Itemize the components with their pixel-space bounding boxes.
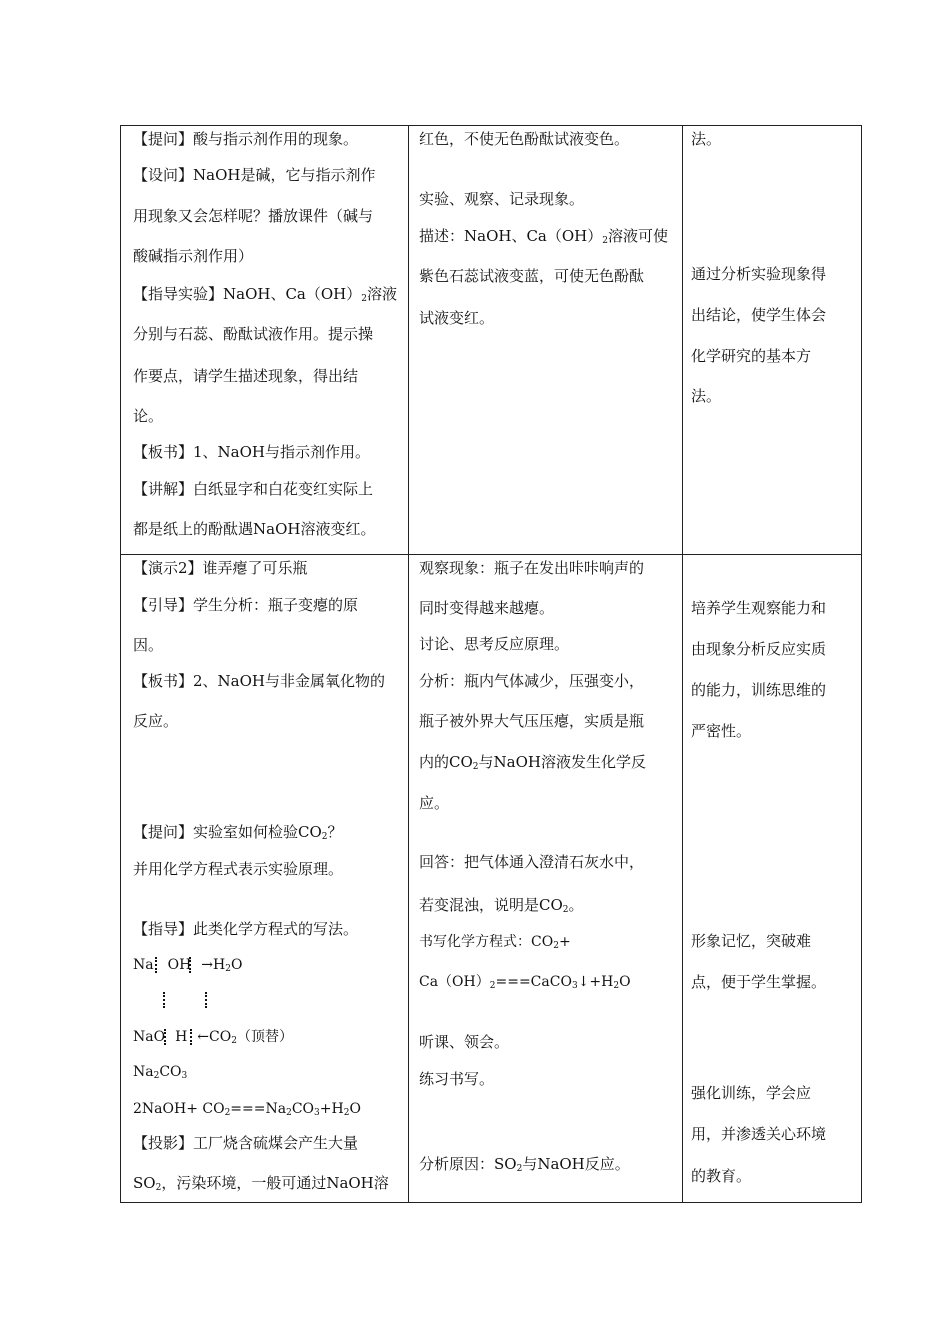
text-line: 【设问】NaOH是碱，它与指示剂作 xyxy=(133,166,376,184)
text-line: 【板书】2、NaOH与非金属氧化物的 xyxy=(133,672,385,690)
column-divider-1 xyxy=(408,126,409,1202)
formula-line: Na OH $\to H_2O$ xyxy=(133,957,243,974)
text-line: 酸碱指示剂作用） xyxy=(133,247,254,265)
text-line: 用现象又会怎样呢？播放课件（碱与 xyxy=(133,207,374,225)
text-line: 严密性。 xyxy=(691,722,752,740)
row2-teacher-activity xyxy=(133,554,405,1204)
text-line: 的教育。 xyxy=(691,1167,752,1185)
text-line: 听课、领会。 xyxy=(419,1033,510,1051)
text-line: 若变混浊，说明是$CO_2$。 xyxy=(419,896,584,915)
text-line: 分析原因：$SO_2$与NaOH反应。 xyxy=(419,1155,630,1174)
text-line: $SO_2$，污染环境，一般可通过NaOH溶 xyxy=(133,1174,389,1193)
text-line: 论。 xyxy=(133,407,164,425)
formula-line: 2NaOH+ $CO_2===Na_2CO_3+H_2O$ xyxy=(133,1101,361,1118)
lesson-plan-table xyxy=(120,125,862,1203)
text-line: 练习书写。 xyxy=(419,1070,495,1088)
text-line: 分析：瓶内气体减少，压强变小， xyxy=(419,672,645,690)
row1-design-intent xyxy=(691,126,857,554)
text-line: 法。 xyxy=(691,130,722,148)
dashed-divider xyxy=(189,957,191,973)
row1-student-activity xyxy=(419,126,679,554)
text-line: 【讲解】白纸显字和白花变红实际上 xyxy=(133,480,374,498)
text-line: 的能力，训练思维的 xyxy=(691,681,827,699)
text-line: 红色，不使无色酚酞试液变色。 xyxy=(419,130,630,148)
text-line: 用，并渗透关心环境 xyxy=(691,1125,827,1143)
text-line: 作要点，请学生描述现象，得出结 xyxy=(133,367,359,385)
text-line: 反应。 xyxy=(133,712,179,730)
dashed-divider xyxy=(164,1029,166,1045)
text-line: 【板书】1、NaOH与指示剂作用。 xyxy=(133,443,370,461)
text-line: 出结论，使学生体会 xyxy=(691,306,827,324)
text-line: 【提问】酸与指示剂作用的现象。 xyxy=(133,130,359,148)
text-line: 都是纸上的酚酞遇NaOH溶液变红。 xyxy=(133,520,376,538)
text-line: 强化训练，学会应 xyxy=(691,1084,812,1102)
text-line: 【投影】工厂烧含硫煤会产生大量 xyxy=(133,1134,359,1152)
text-line: 应。 xyxy=(419,794,450,812)
text-line: 形象记忆，突破难 xyxy=(691,932,812,950)
text-line: 培养学生观察能力和 xyxy=(691,599,827,617)
text-line: 【提问】实验室如何检验$CO_2$？ xyxy=(133,823,343,842)
row2-student-activity xyxy=(419,554,679,1204)
formula-line: NaO H $\leftarrow CO_2$（顶替） xyxy=(133,1029,293,1046)
text-line: 试液变红。 xyxy=(419,309,495,327)
text-line: 化学研究的基本方 xyxy=(691,347,812,365)
text-line: 通过分析实验现象得 xyxy=(691,265,827,283)
text-line: 【指导实验】NaOH、$Ca(OH)_2$溶液 xyxy=(133,285,397,304)
text-line: 因。 xyxy=(133,636,164,654)
text-line: 同时变得越来越瘪。 xyxy=(419,599,555,617)
formula-line: 书写化学方程式：$CO_2+$ xyxy=(419,934,571,951)
dashed-divider xyxy=(205,992,207,1008)
text-line: 点，便于学生掌握。 xyxy=(691,973,827,991)
text-line: 并用化学方程式表示实验原理。 xyxy=(133,860,344,878)
formula-line: $Ca(OH)_2===CaCO_3↓+H_2O$ xyxy=(419,974,631,991)
row2-design-intent xyxy=(691,554,857,1204)
text-line: 讨论、思考反应原理。 xyxy=(419,635,570,653)
text-line: 紫色石蕊试液变蓝，可使无色酚酞 xyxy=(419,267,645,285)
row1-teacher-activity xyxy=(133,126,405,554)
text-line: 实验、观察、记录现象。 xyxy=(419,190,585,208)
dashed-divider xyxy=(163,992,165,1008)
text-line: 【指导】此类化学方程式的写法。 xyxy=(133,920,359,938)
text-line: 瓶子被外界大气压压瘪，实质是瓶 xyxy=(419,712,645,730)
text-line: 由现象分析反应实质 xyxy=(691,640,827,658)
dashed-divider xyxy=(155,957,157,973)
text-line: 【演示2】谁弄瘪了可乐瓶 xyxy=(133,559,308,577)
column-divider-2 xyxy=(682,126,683,1202)
text-line: 内的$CO_2$与NaOH溶液发生化学反 xyxy=(419,753,646,772)
text-line: 【引导】学生分析：瓶子变瘪的原 xyxy=(133,596,359,614)
text-line: 回答：把气体通入澄清石灰水中， xyxy=(419,853,645,871)
text-line: 观察现象：瓶子在发出咔咔响声的 xyxy=(419,559,645,577)
formula-line: $Na_2CO_3$ xyxy=(133,1064,188,1081)
text-line: 描述：NaOH、$Ca(OH)_2$溶液可使 xyxy=(419,227,668,246)
text-line: 分别与石蕊、酚酞试液作用。提示操 xyxy=(133,325,374,343)
dashed-divider xyxy=(190,1029,192,1045)
text-line: 法。 xyxy=(691,387,722,405)
